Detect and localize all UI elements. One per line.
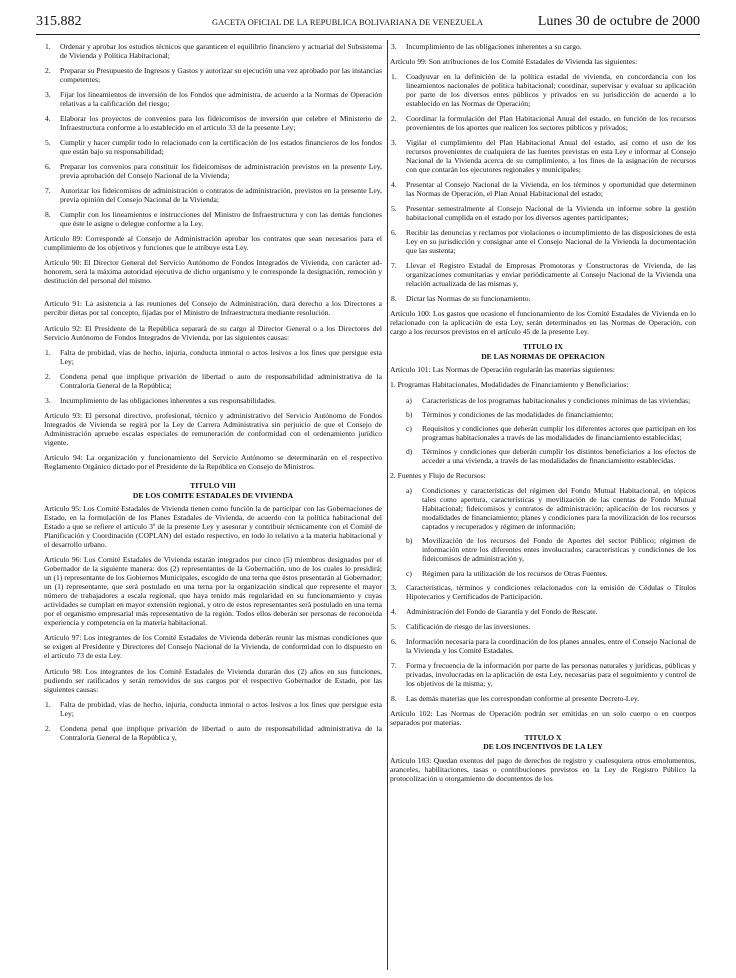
item-text: Forma y frecuencia de la información por parte de las personas naturales y jurídicas, públicas y privadas, involucradas en la aplicación de esta Ley, necesarias para el seguimiento y control de los objetivos de la misma; y,	[406, 660, 696, 688]
item-text: Falta de probidad, vías de hecho, injuria, conducta inmoral o actos lesivos a los fines que persigue esta Ley;	[60, 699, 382, 718]
article-101-item-2: 2. Fuentes y Flujo de Recursos:	[390, 470, 486, 480]
list-item	[390, 138, 696, 174]
item-number: 4.	[45, 114, 51, 123]
item-text: Incumplimiento de las obligaciones inherentes a sus responsabilidades.	[60, 395, 276, 405]
item-text: Coordinar la formulación del Plan Habitacional Anual del estado, en función de los recursos provenientes de los aportes que realicen los sectores públicos y privados;	[406, 114, 696, 133]
article-100: Artículo 100: Los gastos que ocasione el funcionamiento de los Comité Estadales de Vivienda en lo relacionado con la aplicación de esta Ley, serán determinados en las Normas de Operación, con cargo a los recursos previstos en el artículo 45 de la presente Ley.	[390, 309, 696, 337]
article-103: Artículo 103: Quedan exentos del pago de derechos de registro y cualesquiera otros emolumentos, aranceles, habilitaciones, tasas o contribuciones previstos en la Ley de Registro Público la protocolización u otorgamiento de documentos de los	[390, 755, 696, 783]
list-item	[390, 694, 696, 703]
list-item	[390, 228, 696, 255]
item-number: 5.	[45, 138, 51, 147]
committee-duties-list	[390, 72, 696, 303]
page-header	[36, 14, 700, 32]
title-x: TITULO X	[524, 733, 562, 743]
item-text: Ordenar y aprobar los estudios técnicos que garanticen el equilibrio financiero y actuarial del Subsistema de Vivienda y Política Habitacional;	[60, 42, 382, 60]
page-number: 315.882	[36, 14, 82, 29]
item-number: a)	[406, 485, 412, 495]
title-x-heading: DE LOS INCENTIVOS DE LA LEY	[483, 742, 603, 752]
item-number: 6.	[45, 162, 51, 171]
list-item	[390, 486, 696, 531]
article-89: Artículo 89: Corresponde al Consejo de Administración aprobar los contratos que sean necesarios para el cumplimiento de los objetivos y funciones que le atribuye esta Ley.	[44, 234, 382, 252]
title-viii: TITULO VIII	[190, 481, 236, 491]
list-item	[390, 637, 696, 655]
list-item	[44, 724, 382, 742]
item-number: 8.	[391, 294, 397, 304]
list-item	[44, 396, 382, 405]
title-ix: TITULO IX	[523, 342, 563, 352]
item-text: Autorizar los fideicomisos de administración o contratos de administración, previstos en la presente Ley, previa opinión del Consejo Nacional de la Vivienda;	[60, 186, 382, 204]
item-text: Presentar al Consejo Nacional de la Vivienda, en los términos y oportunidad que determinen las Normas de Operación, el Plan Anual Habitacional del estado;	[406, 180, 696, 199]
item-text: Calificación de riesgo de las inversiones.	[406, 621, 531, 631]
item-text: Vigilar el cumplimiento del Plan Habitacional Anual del estado, así como el uso de los recursos provenientes de cualquiera de las fuentes previstas en esta Ley e informar al Consejo Nacional de la Vivienda acerca de su cumplimiento, a los fines de la asignación de recursos con que contarán los ejecutores regionales y municipales;	[406, 138, 696, 175]
list-item	[390, 261, 696, 288]
article-92: Artículo 92: El Presidente de la República separará de su cargo al Director General o a los Directores del Servicio Autónomo de Fondos Integrados de Vivienda, por las siguientes causas:	[44, 323, 382, 342]
item-number: 2.	[45, 723, 51, 733]
item-text: Administración del Fondo de Garantía y del Fondo de Rescate.	[406, 606, 598, 616]
item-text: Términos y condiciones de las modalidades de financiamiento;	[422, 409, 614, 419]
item-text: Recibir las denuncias y reclamos por violaciones o incumplimiento de las disposiciones de esta Ley en su jurisdicción y consignar ante el Consejo Nacional de la Vivienda la documentación que las sustenta;	[406, 228, 696, 256]
removal-causes-list	[44, 348, 382, 405]
article-95: Artículo 95: Los Comité Estadales de Vivienda tienen como función la de participar con las Gobernaciones de Estado, en la formulación de los Planes Estadales de Vivienda, de acuerdo con la política habitacional del Estado a que se refiere el artículo 3º de la presente Ley y asesorar y contribuir técnicamente con el Comité de Planificación y Coordinación (COPLAN) del estado respectivo, en todo lo relativo a la materia habitacional y el desarrollo urbano.	[44, 503, 382, 549]
item-number: 3.	[391, 138, 397, 148]
title-viii-heading: DE LOS COMITE ESTADALES DE VIVIENDA	[132, 490, 294, 500]
item-text: Condena penal que implique privación de libertad o auto de responsabilidad administrativa de la Contraloría General de la República y,	[60, 723, 382, 742]
item-number: 3.	[45, 395, 51, 405]
list-item	[44, 210, 382, 228]
list-item	[44, 372, 382, 390]
list-item	[390, 72, 696, 108]
obligations-item	[390, 42, 696, 51]
item-number: a)	[406, 395, 412, 405]
item-number: 5.	[391, 204, 397, 214]
list-item	[44, 348, 382, 366]
programs-sublist	[390, 396, 696, 466]
item-text: Cumplir y hacer cumplir todo lo relacionado con la certificación de los estados financieros de los fondos que están bajo su responsabilidad;	[60, 138, 382, 156]
item-text: Presentar semestralmente al Consejo Nacional de la Vivienda un informe sobre la gestión habitacional cumplida en el estado por los diversos agentes participantes;	[406, 204, 696, 223]
item-number: 8.	[45, 210, 51, 219]
item-number: 1.	[391, 72, 397, 82]
article-101: Artículo 101: Las Normas de Operación regularán las materias siguientes:	[390, 365, 615, 375]
item-text: Régimen para la utilización de los recursos de Otras Fuentes.	[422, 568, 608, 578]
item-text: Condena penal que implique privación de libertad o auto de responsabilidad administrativa de la Contraloría General de la República;	[60, 371, 382, 390]
item-number: d)	[406, 447, 413, 457]
item-text: Requisitos y condiciones que deberán cumplir los diferentes actores que participan en los programas habitacionales a través de las modalidades de financiamiento establecidas;	[422, 424, 696, 443]
item-number: 3.	[391, 582, 397, 592]
article-90: Artículo 90: El Director General del Servicio Autónomo de Fondos Integrados de Vivienda, con carácter ad-honorem, será la máxima autoridad ejecutiva de dicho organismo y le corresponde la designación, remoción y destitución del personal del mismo.	[44, 258, 382, 286]
item-text: Llevar el Registro Estadal de Empresas Promotoras y Constructoras de Vivienda, de las organizaciones comunitarias y enviar periódicamente al Consejo Nacional de la Vivienda una relación actualizada de las mismas y,	[406, 261, 696, 289]
operation-rules-list	[390, 583, 696, 703]
item-number: 6.	[391, 636, 397, 646]
article-96: Artículo 96: Los Comité Estadales de Vivienda estarán integrados por cinco (5) miembros designados por el Gobernador de la siguiente manera: dos (2) representantes de la Gobernación, uno de los cuales lo presidirá; un (1) representante de los Gobiernos Municipales, escogido de una terna que éstos presentarán al Gobernador; un (1) representante, que será postulado en una terna por la organización sindical que represente el mayor número de trabajadores a escala regional, que haya tenido más regularidad en su funcionamiento y cuyas actividades se cumplan en mayor extensión regional, y otro de estos representantes será postulado en una terna por el organismo empresarial más representativo de la región. Todos ellos deberán ser personas de reconocida experiencia y competencia en la materia habitacional.	[44, 555, 382, 628]
item-number: 3.	[391, 42, 397, 51]
item-text: Movilización de los recursos del Fondo de Aportes del sector Público; régimen de información entre los diferentes entes involucrados; características y condiciones de los fideicomisos de administración y,	[422, 536, 696, 564]
gazette-title: GACETA OFICIAL DE LA REPUBLICA BOLIVARIANA DE VENEZUELA	[212, 18, 484, 27]
committee-removal-list	[44, 700, 382, 742]
article-94: Artículo 94: La organización y funcionamiento del Servicio Autónomo se determinarán en el respectivo Reglamento Orgánico dictado por el Presidente de la República en Consejo de Ministros.	[44, 452, 382, 471]
item-text: Preparar los convenios para constituir los fideicomisos de administración previstos en la presente Ley, previa aprobación del Consejo Nacional de la Vivienda;	[60, 162, 382, 180]
list-item	[44, 138, 382, 156]
article-98: Artículo 98: Los integrantes de los Comité Estadales de Vivienda durarán dos (2) años en sus funciones, pudiendo ser ratificados y serán removidos de sus cargos por el respectivo Gobernador de Estado, por las siguientes causas:	[44, 666, 382, 694]
list-item	[390, 536, 696, 563]
header-rule	[36, 34, 700, 35]
item-number: 7.	[391, 660, 397, 670]
item-number: 7.	[391, 261, 397, 271]
item-number: 1.	[45, 699, 51, 709]
list-item	[390, 114, 696, 132]
item-text: Cumplir con los lineamientos e instrucciones del Ministro de Infraestructura y con las demás funciones que éste le asigne o delegue conforme a la Ley.	[60, 210, 382, 228]
item-text: Preparar su Presupuesto de Ingresos y Gastos y autorizar su ejecución una vez aprobado por las instancias competentes;	[60, 66, 382, 84]
list-item	[44, 114, 382, 132]
article-91: Artículo 91: La asistencia a las reuniones del Consejo de Administración, dará derecho a los Directores a percibir dietas por tal concepto, fijadas por el Ministro de Infraestructura mediante resolución.	[44, 299, 382, 318]
item-number: c)	[406, 568, 412, 578]
item-number: 1.	[45, 347, 51, 357]
item-text: Características, términos y condiciones relacionados con la emisión de Cédulas o Títulos Hipotecarios y Certificados de Participación.	[406, 582, 696, 601]
item-number: 2.	[391, 114, 397, 124]
item-text: Términos y condiciones que deberán cumplir los distintos beneficiarios a los efectos de acceder a una vivienda, a través de las modalidades de financiamiento establecidas.	[422, 447, 696, 466]
right-column	[390, 42, 696, 789]
item-number: b)	[406, 536, 413, 546]
function-list	[44, 42, 382, 228]
item-number: 8.	[391, 693, 397, 703]
item-number: 3.	[45, 90, 51, 99]
item-number: 1.	[45, 42, 51, 51]
item-number: c)	[406, 424, 412, 434]
column-divider	[387, 40, 388, 970]
list-item	[44, 42, 382, 60]
list-item	[390, 294, 696, 303]
list-item	[390, 583, 696, 601]
item-text: Falta de probidad, vías de hecho, injuria, conducta inmoral o actos lesivos a los fines que persigue esta Ley;	[60, 347, 382, 366]
list-item	[390, 396, 696, 405]
item-number: 7.	[45, 186, 51, 195]
list-item	[44, 66, 382, 84]
list-item	[44, 700, 382, 718]
list-item	[44, 90, 382, 108]
item-text: Elaborar los proyectos de convenios para los fideicomisos de inversión que celebre el Ministerio de Infraestructura conforme a lo establecido en el artículo 33 de la presente Ley;	[60, 114, 382, 132]
item-text: Fijar los lineamientos de inversión de los Fondos que administra, de acuerdo a la Normas de Operación relativas a la calificación del riesgo;	[60, 90, 382, 108]
article-101-item-1: 1. Programas Habitacionales, Modalidades de Financiamiento y Beneficiarios:	[390, 380, 629, 390]
item-text: Incumplimiento de las obligaciones inherentes a su cargo.	[406, 42, 582, 51]
item-number: 2.	[45, 371, 51, 381]
list-item	[390, 204, 696, 222]
list-item	[390, 622, 696, 631]
article-93: Artículo 93: El personal directivo, profesional, técnico y administrativo del Servicio Autónomo de Fondos Integrados de Vivienda se regirá por la Ley de Carrera Administrativa sin perjuicio de que el Consejo de Administración apruebe escalas especiales de remuneración de conformidad con el ordenamiento jurídico vigente.	[44, 410, 382, 447]
list-item	[390, 569, 696, 578]
title-ix-heading: DE LAS NORMAS DE OPERACION	[481, 351, 605, 361]
list-item	[44, 162, 382, 180]
list-item	[390, 447, 696, 465]
list-item	[44, 186, 382, 204]
item-text: Condiciones y características del régimen del Fondo Mutual Habitacional, en tópicos tales como apertura, características y movilización de las cuentas de Fondo Mutual Habitacional; fideicomisos y contratos de administración; aplicación de los recursos y modalidades de financiamiento; planes y condiciones para la movilización de los recursos captados y recuperados y régimen de información;	[422, 485, 696, 531]
item-text: Información necesaria para la coordinación de los planes anuales, entre el Consejo Nacional de la Vivienda y los Comité Estadales.	[406, 636, 696, 655]
item-number: 5.	[391, 621, 397, 631]
item-number: 2.	[45, 66, 51, 75]
resources-sublist	[390, 486, 696, 578]
list-item	[390, 661, 696, 688]
item-number: 4.	[391, 180, 397, 190]
item-text: Características de los programas habitacionales y condiciones mínimas de las viviendas;	[422, 395, 691, 405]
issue-date: Lunes 30 de octubre de 2000	[537, 14, 700, 29]
list-item	[390, 42, 696, 51]
list-item	[390, 607, 696, 616]
item-text: Las demás materias que les correspondan conforme al presente Decreto-Ley.	[406, 693, 640, 703]
item-number: 6.	[391, 228, 397, 238]
item-number: b)	[406, 409, 413, 419]
list-item	[390, 424, 696, 442]
article-99: Artículo 99: Son atribuciones de los Comité Estadales de Vivienda las siguientes:	[390, 57, 638, 66]
list-item	[390, 410, 696, 419]
item-text: Dictar las Normas de su funcionamiento.	[406, 294, 531, 304]
item-text: Coadyuvar en la definición de la política estadal de vivienda, en concordancia con los lineamientos nacionales de política habitacional; coordinar, supervisar y evaluar su aplicación por parte de los diversos entes públicos y privados en su jurisdicción de acuerdo a lo establecido en las Normas de Operación;	[406, 72, 696, 109]
article-102: Artículo 102: Las Normas de Operación podrán ser emitidas en un solo cuerpo o en cuerpos separados por materias.	[390, 708, 696, 727]
left-column	[44, 42, 382, 748]
list-item	[390, 180, 696, 198]
article-97: Artículo 97: Los integrantes de los Comité Estadales de Vivienda deberán reunir las mismas condiciones que se exigen al Presidente y Directores del Consejo Nacional de la Vivienda, de conformidad con lo dispuesto en el artículo 73 de esta Ley.	[44, 633, 382, 661]
item-number: 4.	[391, 606, 397, 616]
